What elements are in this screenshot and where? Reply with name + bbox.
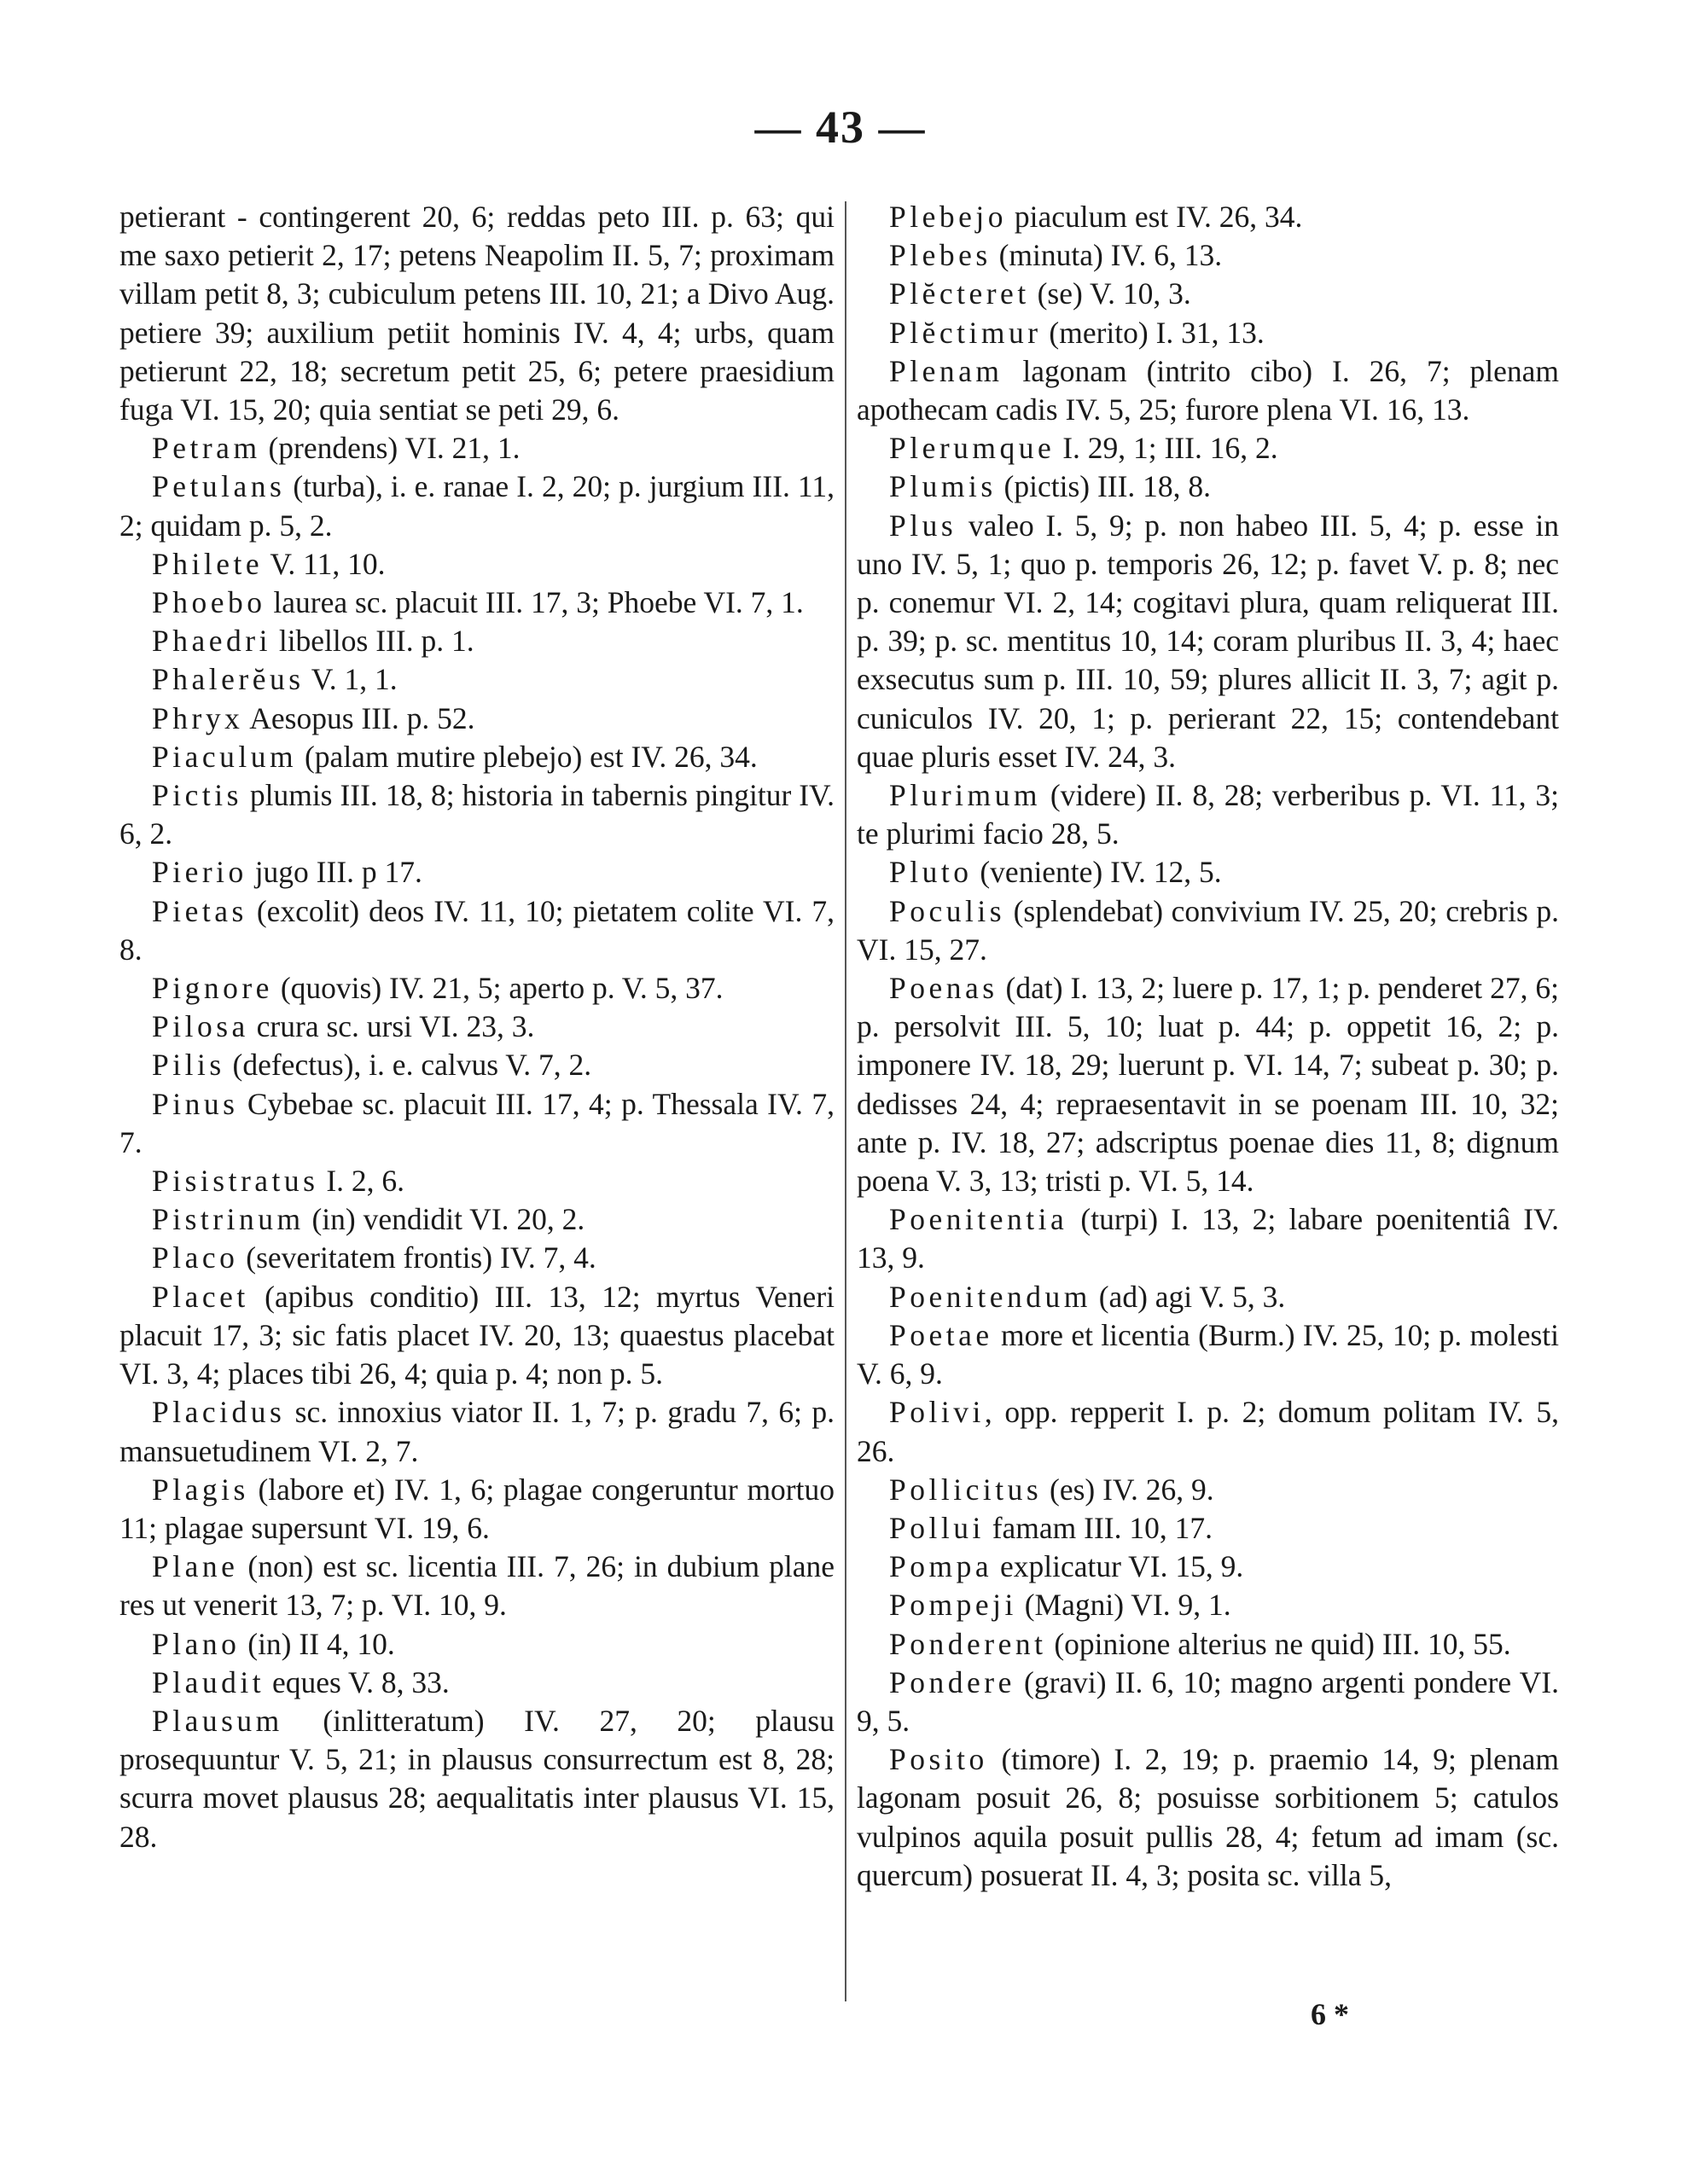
entry-references: V. 11, 10. [263,546,386,581]
entry-headword: Placet [152,1279,249,1314]
entry-references: plumis III. 18, 8; historia in tabernis pingitur IV. 6, 2. [119,778,835,851]
index-entry [119,198,835,429]
entry-references: V. 1, 1. [304,662,398,697]
entry-references: (severitatem frontis) IV. 7, 4. [238,1240,596,1275]
entry-headword: Poenitendum [889,1279,1091,1314]
entry-references: (apibus conditio) III. 13, 12; myrtus Veneri placuit 17, 3; sic fatis placet IV. 20, 13; quaestus placebat VI. 3, 4; places tibi 26, 4; quia p. 4; non p. 5. [119,1279,835,1391]
entry-headword: Poetae [889,1317,993,1352]
entry-references: petierant - contingerent 20, 6; reddas peto III. p. 63; qui me saxo petierit 2, 17; petens Neapolim II. 5, 7; proximam villam petit 8, 3; cubiculum petens III. 10, 21; a Divo Aug. petiere 39; auxilium petiit hominis IV. 4, 4; urbs, quam petierunt 22, 18; secretum petit 25, 6; petere praesidium fuga VI. 15, 20; quia sentiat se peti 29, 6. [119,200,835,427]
index-entry [857,1200,1559,1277]
entry-references: (palam mutire plebejo) est IV. 26, 34. [297,739,758,774]
index-entry [119,1625,835,1664]
entry-references: , opp. repperit I. p. 2; domum politam IV. 5, 26. [857,1395,1559,1468]
entry-headword: Pierio [152,855,247,890]
entry-references: (timore) I. 2, 19; p. praemio 14, 9; plenam lagonam posuit 26, 8; posuisse sorbitionem 5; catulos vulpinos aquila posuit pullis 28, 4; fetum ad imam (sc. quercum) posuerat II. 4, 3; posita sc. villa 5, [857,1742,1559,1892]
entry-references: (Magni) VI. 9, 1. [1016,1588,1231,1623]
entry-references: (in) vendidit VI. 20, 2. [304,1202,585,1237]
index-entry [119,660,835,699]
entry-headword: Phoebo [152,585,266,620]
entry-headword: Pinus [152,1086,239,1121]
entry-headword: Phaedri [152,624,271,659]
entry-headword: Plus [889,508,957,543]
entry-headword: Poenitentia [889,1202,1068,1237]
entry-headword: Pondere [889,1664,1015,1699]
index-entry [857,352,1559,429]
entry-references: valeo I. 5, 9; p. non habeo III. 5, 4; p. esse in uno IV. 5, 1; quo p. temporis 26, 12; p. favet V. p. 8; nec p. conemur VI. 2, 14; cogitavi plura, quam reliquerat III. p. 39; p. sc. mentitus 10, 14; coram pluribus II. 3, 4; haec exsecutus sum p. III. 10, 59; plures allicit II. 3, 7; agit p. cuniculos IV. 20, 1; p. perierant 22, 15; contendebant quae pluris esset IV. 24, 3. [857,508,1559,774]
index-entry [857,892,1559,969]
entry-headword: Plane [152,1549,239,1584]
index-entry [857,1548,1559,1586]
entry-headword: Plaudit [152,1664,265,1699]
entry-references: Aesopus III. p. 52. [243,700,475,735]
index-entry [119,776,835,853]
entry-headword: Petram [152,431,261,466]
entry-headword: Plerumque [889,431,1056,466]
entry-headword: Pilis [152,1048,225,1083]
entry-headword: Pompeji [889,1588,1017,1623]
index-entry [119,1702,835,1856]
entry-headword: Plagis [152,1472,249,1507]
entry-headword: Pictis [152,778,242,813]
entry-references: (minuta) IV. 6, 13. [991,238,1223,273]
entry-headword: Pluto [889,855,973,890]
index-entry [857,1740,1559,1895]
index-entry [857,1278,1559,1316]
index-entry [857,429,1559,468]
entry-references: (opinione alterius ne quid) III. 10, 55. [1046,1626,1511,1661]
entry-headword: Polivi [889,1395,985,1430]
index-entry [857,468,1559,506]
entry-references: laurea sc. placuit III. 17, 3; Phoebe VI. 7, 1. [265,585,804,620]
entry-headword: Pompa [889,1549,993,1584]
index-entry [119,1548,835,1624]
entry-references: (prendens) VI. 21, 1. [260,431,521,466]
index-entry [857,1664,1559,1740]
entry-headword: Plebejo [889,200,1007,234]
entry-references: I. 2, 6. [318,1164,405,1199]
index-entry [119,545,835,584]
entry-references: libellos III. p. 1. [270,624,474,659]
index-entry [857,314,1559,352]
index-entry [119,1278,835,1394]
entry-references: famam III. 10, 17. [984,1510,1213,1545]
entry-references: I. 29, 1; III. 16, 2. [1055,431,1278,466]
entry-references: (splendebat) convivium IV. 25, 20; crebris p. VI. 15, 27. [857,893,1559,967]
entry-headword: Pilosa [152,1009,249,1044]
index-entry [119,1664,835,1702]
index-entry [119,738,835,776]
entry-references: crura sc. ursi VI. 23, 3. [248,1009,535,1044]
page-number: — 43 — [754,102,927,153]
left-column [119,198,835,1856]
index-entry [119,892,835,969]
entry-headword: Phalerĕus [152,662,305,697]
index-entry [119,700,835,738]
entry-references: (dat) I. 13, 2; luere p. 17, 1; p. penderet 27, 6; p. persolvit III. 5, 10; luat p. 44; p. oppetit 16, 2; p. imponere IV. 18, 29; luerunt p. VI. 14, 7; subeat p. 30; p. dedisses 24, 4; repraesentavit in se poenam III. 10, 32; ante p. IV. 18, 27; adscriptus poenae dies 11, 8; dignum poena V. 3, 13; tristi p. VI. 5, 14. [857,971,1559,1199]
entry-headword: Placo [152,1240,239,1275]
entry-headword: Phryx [152,700,244,735]
index-entry [857,1625,1559,1664]
entry-references: explicatur VI. 15, 9. [992,1549,1244,1584]
entry-references: (ad) agi V. 5, 3. [1091,1279,1286,1314]
right-column [857,198,1559,1895]
entry-headword: Pisistratus [152,1164,319,1199]
entry-references: (videre) II. 8, 28; verberibus p. VI. 11, 3; te plurimi facio 28, 5. [857,778,1559,851]
index-entry [857,776,1559,853]
index-entry [857,198,1559,236]
index-entry [119,1162,835,1200]
entry-headword: Posito [889,1742,988,1777]
entry-references: (gravi) II. 6, 10; magno argenti pondere VI. 9, 5. [857,1664,1559,1738]
index-entry [119,1008,835,1046]
index-entry [857,1393,1559,1470]
index-entry [857,507,1559,776]
entry-references: (turba), i. e. ranae I. 2, 20; p. jurgium III. 11, 2; quidam p. 5, 2. [119,469,835,543]
index-entry [857,1316,1559,1393]
entry-references: (excolit) deos IV. 11, 10; pietatem colite VI. 7, 8. [119,893,835,967]
index-entry [119,1200,835,1239]
entry-headword: Pollui [889,1510,985,1545]
entry-references: Cybebae sc. placuit III. 17, 4; p. Thessala IV. 7, 7. [119,1086,835,1159]
entry-headword: Poculis [889,893,1006,928]
entry-references: (in) II 4, 10. [240,1626,395,1661]
index-entry [119,429,835,468]
entry-headword: Pignore [152,971,273,1006]
entry-headword: Pistrinum [152,1202,305,1237]
entry-headword: Petulans [152,469,286,504]
entry-references: (defectus), i. e. calvus V. 7, 2. [224,1048,592,1083]
index-entry [119,468,835,544]
entry-references: jugo III. p 17. [247,855,422,890]
index-entry [857,853,1559,892]
index-entry [119,1085,835,1162]
index-entry [857,1471,1559,1509]
entry-headword: Pietas [152,893,247,928]
index-entry [119,969,835,1008]
entry-headword: Plenam [889,353,1003,388]
entry-references: (es) IV. 26, 9. [1042,1472,1214,1507]
entry-headword: Plebes [889,238,992,273]
index-entry [857,1509,1559,1548]
index-entry [119,1393,835,1470]
index-entry [119,622,835,660]
entry-references: (labore et) IV. 1, 6; plagae congeruntur mortuo 11; plagae supersunt VI. 19, 6. [119,1472,835,1545]
entry-headword: Plurimum [889,778,1042,813]
entry-references: lagonam (intrito cibo) I. 26, 7; plenam apothecam cadis IV. 5, 25; furore plena VI. 16, 13. [857,353,1559,427]
entry-references: (inlitteratum) IV. 27, 20; plausu prosequuntur V. 5, 21; in plausus consurrectum est 8, 28; scurra movet plausus 28; aequalitatis inter plausus VI. 15, 28. [119,1703,835,1854]
entry-references: (merito) I. 31, 13. [1041,315,1265,350]
entry-headword: Placidus [152,1395,286,1430]
index-entry [119,1471,835,1548]
column-divider [845,201,846,2001]
entry-headword: Pollicitus [889,1472,1043,1507]
index-entry [857,1586,1559,1624]
entry-headword: Plumis [889,469,997,504]
entry-references: (quovis) IV. 21, 5; aperto p. V. 5, 37. [272,971,724,1006]
entry-headword: Ponderent [889,1626,1047,1661]
entry-references: (veniente) IV. 12, 5. [972,855,1222,890]
entry-headword: Piaculum [152,739,298,774]
entry-references: (pictis) III. 18, 8. [996,469,1212,504]
entry-references: (turpi) I. 13, 2; labare poenitentiâ IV. 13, 9. [857,1202,1559,1275]
index-entry [857,969,1559,1200]
index-entry [119,853,835,892]
index-entry [857,236,1559,275]
entry-headword: Plĕctimur [889,315,1042,350]
entry-headword: Poenas [889,971,998,1006]
entry-references: piaculum est IV. 26, 34. [1006,200,1303,234]
entry-headword: Philete [152,546,264,581]
entry-headword: Plano [152,1626,241,1661]
entry-references: more et licentia (Burm.) IV. 25, 10; p. molesti V. 6, 9. [857,1317,1559,1391]
entry-references: eques V. 8, 33. [265,1664,450,1699]
index-entry [119,584,835,622]
signature-mark: 6 * [1311,1997,1349,2031]
index-entry [119,1046,835,1084]
entry-headword: Plĕcteret [889,276,1030,311]
index-entry [119,1239,835,1277]
entry-references: (se) V. 10, 3. [1029,276,1191,311]
entry-references: sc. innoxius viator II. 1, 7; p. gradu 7, 6; p. mansuetudinem VI. 2, 7. [119,1395,835,1468]
entry-headword: Plausum [152,1703,283,1738]
entry-references: (non) est sc. licentia III. 7, 26; in dubium plane res ut venerit 13, 7; p. VI. 10, 9. [119,1549,835,1623]
index-entry [857,275,1559,313]
